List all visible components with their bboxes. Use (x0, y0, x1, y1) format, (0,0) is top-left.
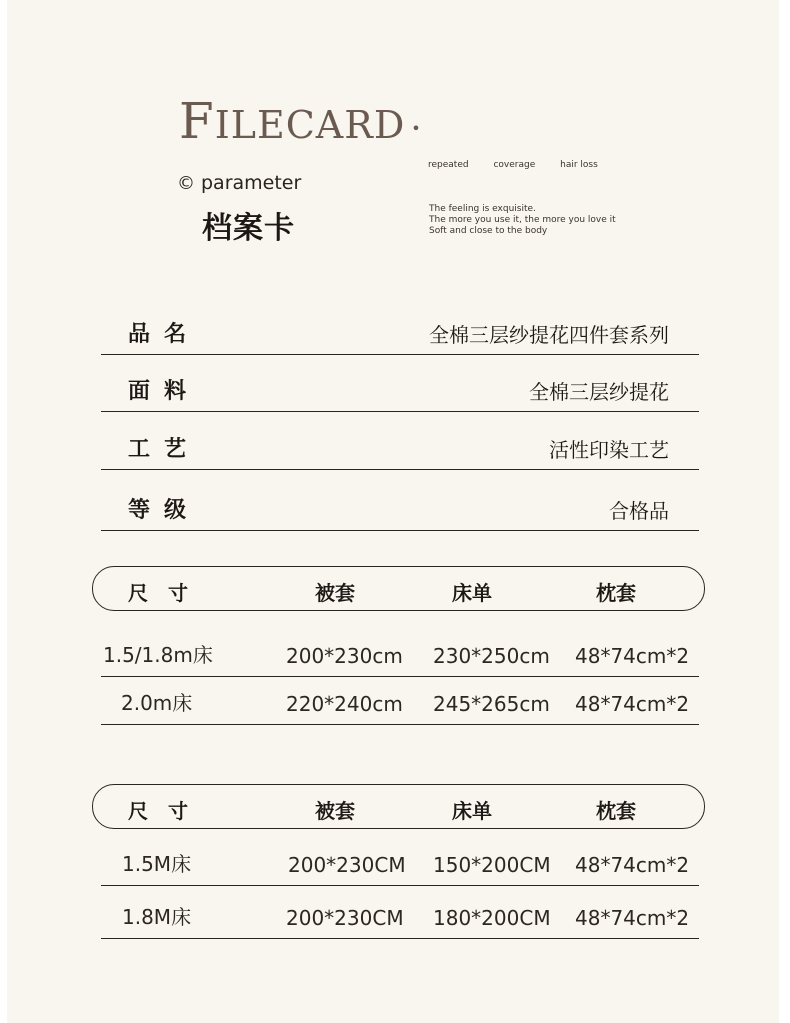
parameter-label (177, 172, 301, 194)
info-label: 等级 (128, 498, 201, 523)
tagline-line: Soft and close to the body (429, 226, 548, 236)
header-cell: 尺寸 (128, 799, 208, 823)
table-cell: 48*74cm*2 (575, 692, 690, 716)
table-cell: 200*230CM (288, 853, 406, 877)
tagline (429, 204, 616, 237)
info-row-fabric (101, 367, 699, 412)
copyright-icon: © (177, 173, 195, 194)
header-cell: 枕套 (596, 581, 636, 605)
info-value: 全棉三层纱提花 (529, 380, 669, 404)
info-row-name (101, 310, 699, 355)
size-cell: 1.5M床 (122, 852, 192, 876)
table-row (101, 886, 699, 939)
table-row (101, 677, 699, 725)
table-cell: 200*230cm (286, 644, 403, 668)
table-cell: 48*74cm*2 (575, 644, 690, 668)
info-value: 合格品 (609, 499, 669, 523)
table-cell: 48*74cm*2 (575, 906, 690, 930)
size-cell: 1.8M床 (122, 905, 192, 929)
brand-word: ILECARD (214, 103, 406, 147)
header-cell: 尺寸 (128, 581, 208, 605)
tagline-line: The more you use it, the more you love it (429, 215, 616, 225)
table-cell: 230*250cm (433, 644, 550, 668)
header-cell: 床单 (452, 799, 492, 823)
header-cell: 枕套 (596, 799, 636, 823)
table-cell: 150*200CM (433, 853, 551, 877)
parameter-text: parameter (201, 172, 302, 194)
brand-initial: F (179, 92, 215, 150)
tag-item: hair loss (560, 160, 598, 170)
tag-item: repeated (428, 160, 469, 170)
table-cell: 245*265cm (433, 692, 550, 716)
header-cell: 床单 (452, 581, 492, 605)
table-cell: 200*230CM (286, 906, 404, 930)
table-row (101, 630, 699, 677)
info-value: 活性印染工艺 (549, 438, 669, 462)
size-table-header (92, 784, 705, 829)
table-row (101, 838, 699, 886)
size-table-header (92, 566, 705, 611)
size-cell: 2.0m床 (121, 691, 193, 715)
info-row-grade (101, 486, 699, 531)
size-cell: 1.5/1.8m床 (103, 643, 213, 667)
page-title: 档案卡 (202, 211, 295, 246)
table-cell: 220*240cm (286, 692, 403, 716)
brand-title (179, 92, 422, 150)
table-cell: 48*74cm*2 (575, 853, 690, 877)
info-label: 品名 (128, 322, 201, 347)
table-cell: 180*200CM (433, 906, 551, 930)
info-value: 全棉三层纱提花四件套系列 (429, 323, 669, 347)
info-row-craft (101, 425, 699, 470)
brand-dot: • (411, 119, 422, 138)
tag-list (428, 160, 620, 170)
info-label: 面料 (128, 379, 201, 404)
header-cell: 被套 (315, 799, 355, 823)
tagline-line: The feeling is exquisite. (429, 204, 536, 214)
tag-item: coverage (493, 160, 536, 170)
info-label: 工艺 (128, 437, 201, 462)
header-cell: 被套 (315, 581, 355, 605)
